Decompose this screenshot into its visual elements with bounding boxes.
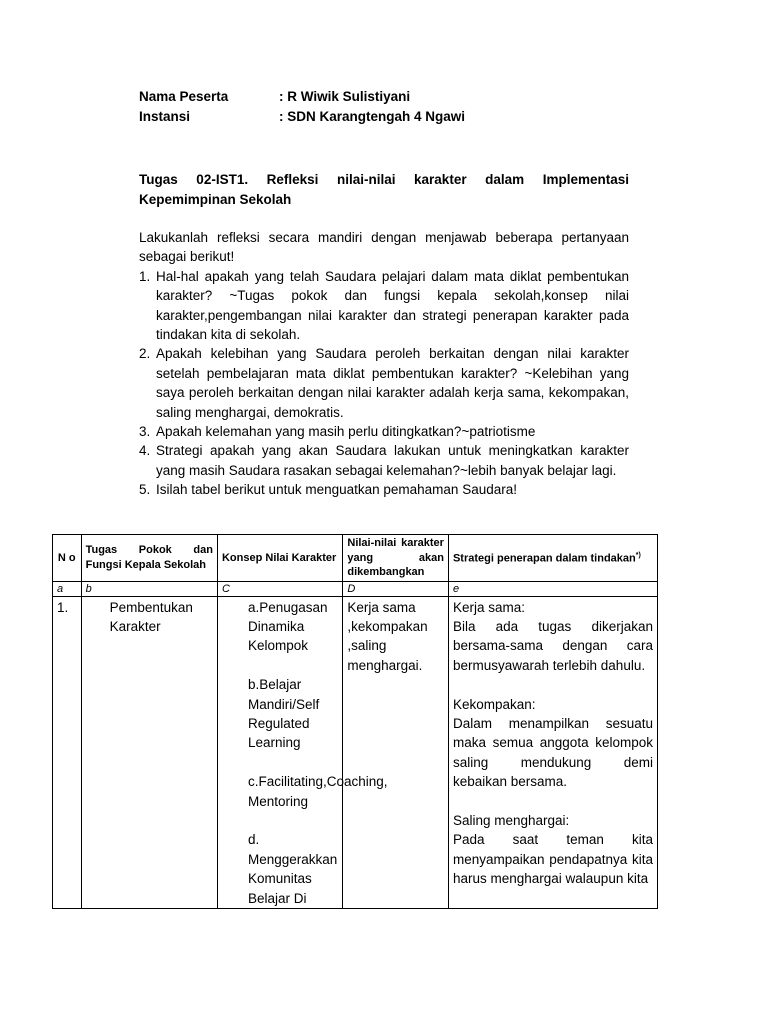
question-text: Isilah tabel berikut untuk menguatkan pemahaman Saudara! (156, 482, 517, 498)
question-number: 2. (139, 346, 151, 362)
strategi-body: Pada saat teman kita menyampaikan pendapatnya kita harus menghargai walaupun kita (452, 832, 653, 887)
intro-section (139, 228, 629, 500)
question-number: 4. (139, 443, 151, 459)
task-title: Tugas 02-IST1. Refleksi nilai-nilai karakter dalam Implementasi Kepemimpinan Sekolah (139, 172, 629, 207)
letter-cell: e (448, 581, 657, 596)
question-item (139, 422, 629, 441)
header-strategi-text: Strategi penerapan dalam tindakan (452, 552, 636, 565)
letter-cell: C (217, 581, 342, 596)
header-strategi-footnote: *) (635, 552, 641, 560)
question-text: Hal-hal apakah yang telah Saudara pelajari dalam mata diklat pembentukan karakter? ~Tugas pokok dan fungsi kepala sekolah,konsep nilai karakter,pengembangan nilai karakter dan strategi penerapan karakter pada tindakan kita di sekolah. (156, 268, 629, 343)
konsep-item: c.Facilitating,Coaching, Mentoring (247, 774, 388, 809)
question-item (139, 344, 629, 422)
header-strategi (448, 535, 657, 582)
table-letter-row (53, 581, 658, 596)
konsep-item: d. Menggerakkan Komunitas Belajar Di (247, 832, 338, 906)
question-number: 3. (139, 424, 151, 440)
reflection-table (52, 534, 658, 909)
row-strategi (448, 596, 657, 908)
question-list (139, 267, 629, 500)
institution-label: Instansi (139, 109, 191, 124)
strategi-head: Kekompakan: (452, 696, 536, 712)
letter-cell: b (81, 581, 217, 596)
question-item (139, 441, 629, 480)
row-number: 1. (53, 596, 82, 908)
table-row (53, 596, 658, 908)
letter-cell: a (53, 581, 82, 596)
question-item (139, 267, 629, 345)
question-text: Apakah kelebihan yang Saudara peroleh berkaitan dengan nilai karakter setelah pembelajaran mata diklat pembentukan karakter? ~Kelebihan yang saya peroleh berkaitan dengan nilai karakter adalah kerja sama, kekompakan, saling menghargai, demokratis. (156, 346, 629, 420)
header-konsep: Konsep Nilai Karakter (217, 535, 342, 582)
strategi-body: Bila ada tugas dikerjakan bersama-sama dengan cara bermusyawarah terlebih dahulu. (452, 618, 653, 673)
header-no: N o (53, 535, 82, 582)
question-number: 1. (139, 268, 151, 284)
strategi-head: Saling menghargai: (452, 812, 570, 828)
name-row (139, 87, 465, 107)
table-header-row (53, 535, 658, 582)
question-text: Apakah kelemahan yang masih perlu ditingkatkan?~patriotisme (156, 424, 536, 440)
name-label: Nama Peserta (139, 89, 229, 104)
name-value: : R Wiwik Sulistiyani (279, 89, 411, 104)
letter-cell: D (343, 581, 449, 596)
participant-info (139, 87, 465, 127)
institution-row (139, 107, 465, 127)
konsep-item: b.Belajar Mandiri/Self Regulated Learning (247, 677, 320, 751)
question-item (139, 480, 629, 499)
header-tugas: Tugas Pokok dan Fungsi Kepala Sekolah (81, 535, 217, 582)
header-nilai: Nilai-nilai karakter yang akan dikembangkan (343, 535, 449, 582)
intro-text: Lakukanlah refleksi secara mandiri dengan menjawab beberapa pertanyaan sebagai berikut! (139, 230, 629, 265)
row-tugas: Pembentukan Karakter (81, 596, 217, 908)
row-nilai: Kerja sama ,kekompakan ,saling menghargai. (343, 596, 449, 908)
strategi-head: Kerja sama: (452, 599, 525, 615)
strategi-body: Dalam menampilkan sesuatu maka semua anggota kelompok saling mendukung demi kebaikan bersama. (452, 715, 653, 790)
institution-value: : SDN Karangtengah 4 Ngawi (279, 109, 466, 124)
question-number: 5. (139, 482, 151, 498)
konsep-item: a.Penugasan Dinamika Kelompok (247, 599, 328, 654)
question-text: Strategi apakah yang akan Saudara lakukan untuk meningkatkan karakter yang masih Saudara rasakan sebagai kelemahan?~lebih banyak belajar lagi. (156, 443, 629, 478)
